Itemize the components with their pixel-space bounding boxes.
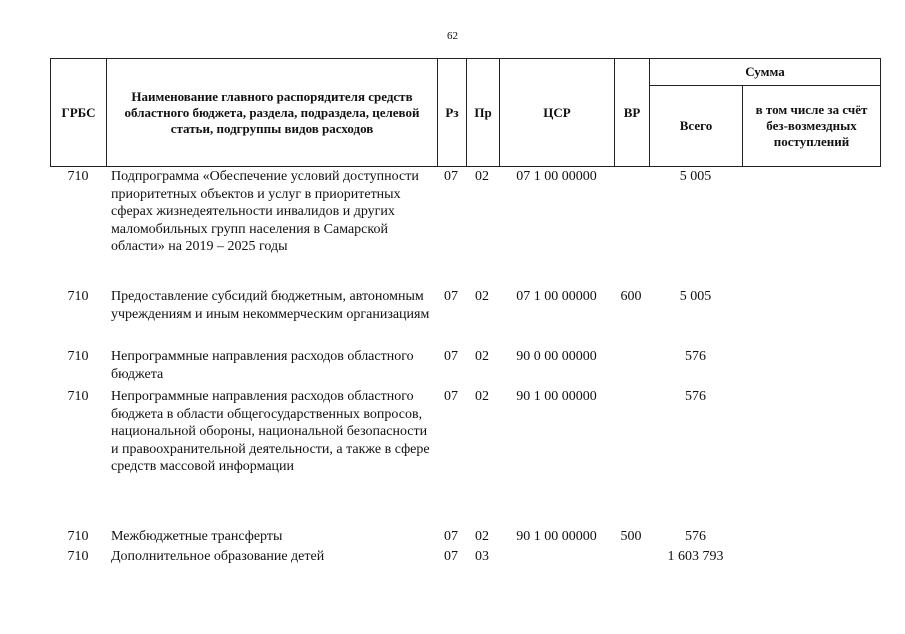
header-csr: ЦСР [500,59,615,167]
header-pr: Пр [467,59,500,167]
cell-rz: 07 [444,389,458,404]
cell-total: 576 [685,529,706,544]
cell-name: Межбюджетные трансферты [111,529,283,544]
cell-grbs: 710 [67,389,89,404]
cell-csr: 90 1 00 00000 [516,389,597,404]
header-name: Наименование главного распорядителя средств областного бюджета, раздела, подраздела, целевой статьи, подгруппы видов расходов [107,59,438,167]
cell-grbs: 710 [67,169,89,184]
cell-pr: 02 [475,169,489,184]
cell-rz: 07 [444,169,458,184]
page-number: 62 [447,30,458,42]
cell-total: 5 005 [679,289,712,304]
cell-total: 576 [685,389,706,404]
cell-grbs: 710 [67,549,89,564]
cell-grbs: 710 [67,529,89,544]
cell-csr: 90 1 00 00000 [516,529,597,544]
cell-csr: 07 1 00 00000 [516,289,597,304]
cell-rz: 07 [444,289,458,304]
cell-total: 5 005 [679,169,712,184]
header-sum: Сумма [650,59,881,86]
cell-name: Дополнительное образование детей [111,549,325,564]
cell-rz: 07 [444,549,458,564]
cell-grbs: 710 [67,349,89,364]
cell-grbs: 710 [67,289,89,304]
cell-name: Непрограммные направления расходов областного бюджета в области общегосударственных вопросов, национальной обороны, национальной безопасности и правоохранительной деятельности, а также в сфере средств массовой информации [111,389,430,474]
header-free: в том числе за счёт без-возмездных поступлений [743,86,881,167]
cell-csr: 90 0 00 00000 [516,349,597,364]
cell-rz: 07 [444,529,458,544]
header-rz: Рз [438,59,467,167]
cell-total: 576 [685,349,706,364]
cell-vr: 600 [620,289,642,304]
cell-pr: 03 [475,549,489,564]
cell-pr: 02 [475,289,489,304]
cell-pr: 02 [475,349,489,364]
cell-name: Непрограммные направления расходов областного бюджета [111,349,414,382]
table-header [50,58,881,167]
cell-pr: 02 [475,529,489,544]
cell-csr: 07 1 00 00000 [516,169,597,184]
header-vr: ВР [615,59,650,167]
cell-total: 1 603 793 [667,549,724,564]
cell-name: Подпрограмма «Обеспечение условий доступности приоритетных объектов и услуг в приоритетных сферах жизнедеятельности инвалидов и других маломобильных групп населения в Самарской области» на 2019 – 2025 годы [111,169,419,254]
cell-pr: 02 [475,389,489,404]
header-total: Всего [650,86,743,167]
header-grbs: ГРБС [51,59,107,167]
cell-rz: 07 [444,349,458,364]
cell-name: Предоставление субсидий бюджетным, автономным учреждениям и иным некоммерческим организациям [111,289,430,322]
cell-vr: 500 [620,529,642,544]
